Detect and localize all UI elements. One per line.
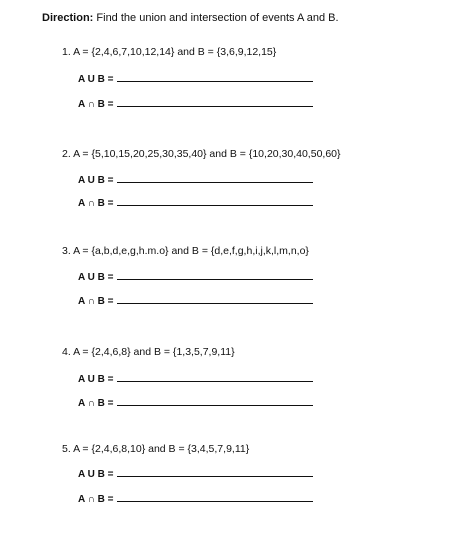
answer-line[interactable] (117, 72, 313, 82)
direction-text: Find the union and intersection of events A and B. (93, 12, 339, 24)
intersection-label: A ∩ B = (78, 99, 114, 110)
answer-line[interactable] (117, 196, 313, 206)
problem-2-intersection-row (78, 196, 313, 209)
problem-1-union-row (78, 72, 313, 85)
union-label: A U B = (78, 374, 114, 385)
answer-line[interactable] (117, 173, 313, 183)
answer-line[interactable] (117, 372, 313, 382)
problem-5-intersection-row (78, 492, 313, 505)
direction-instruction (42, 12, 339, 24)
problem-3-intersection-row (78, 294, 313, 307)
problem-1-intersection-row (78, 97, 313, 110)
problem-4-intersection-row (78, 396, 313, 409)
direction-label: Direction: (42, 12, 94, 24)
problem-3-statement: 3. A = {a,b,d,e,g,h.m.o} and B = {d,e,f,g,h,i,j,k,l,m,n,o} (62, 245, 309, 257)
union-label: A U B = (78, 272, 114, 283)
intersection-label: A ∩ B = (78, 494, 114, 505)
answer-line[interactable] (117, 396, 313, 406)
problem-2-union-row (78, 173, 313, 186)
problem-1-statement: 1. A = {2,4,6,7,10,12,14} and B = {3,6,9,12,15} (62, 46, 277, 58)
union-label: A U B = (78, 469, 114, 480)
problem-4-union-row (78, 372, 313, 385)
intersection-label: A ∩ B = (78, 398, 114, 409)
problem-5-statement: 5. A = {2,4,6,8,10} and B = {3,4,5,7,9,11} (62, 443, 250, 455)
problem-3-union-row (78, 270, 313, 283)
problem-5-union-row (78, 467, 313, 480)
answer-line[interactable] (117, 294, 313, 304)
answer-line[interactable] (117, 467, 313, 477)
answer-line[interactable] (117, 97, 313, 107)
answer-line[interactable] (117, 270, 313, 280)
union-label: A U B = (78, 74, 114, 85)
problem-2-statement: 2. A = {5,10,15,20,25,30,35,40} and B = {10,20,30,40,50,60} (62, 148, 341, 160)
intersection-label: A ∩ B = (78, 198, 114, 209)
answer-line[interactable] (117, 492, 313, 502)
union-label: A U B = (78, 175, 114, 186)
problem-4-statement: 4. A = {2,4,6,8} and B = {1,3,5,7,9,11} (62, 346, 235, 358)
intersection-label: A ∩ B = (78, 296, 114, 307)
